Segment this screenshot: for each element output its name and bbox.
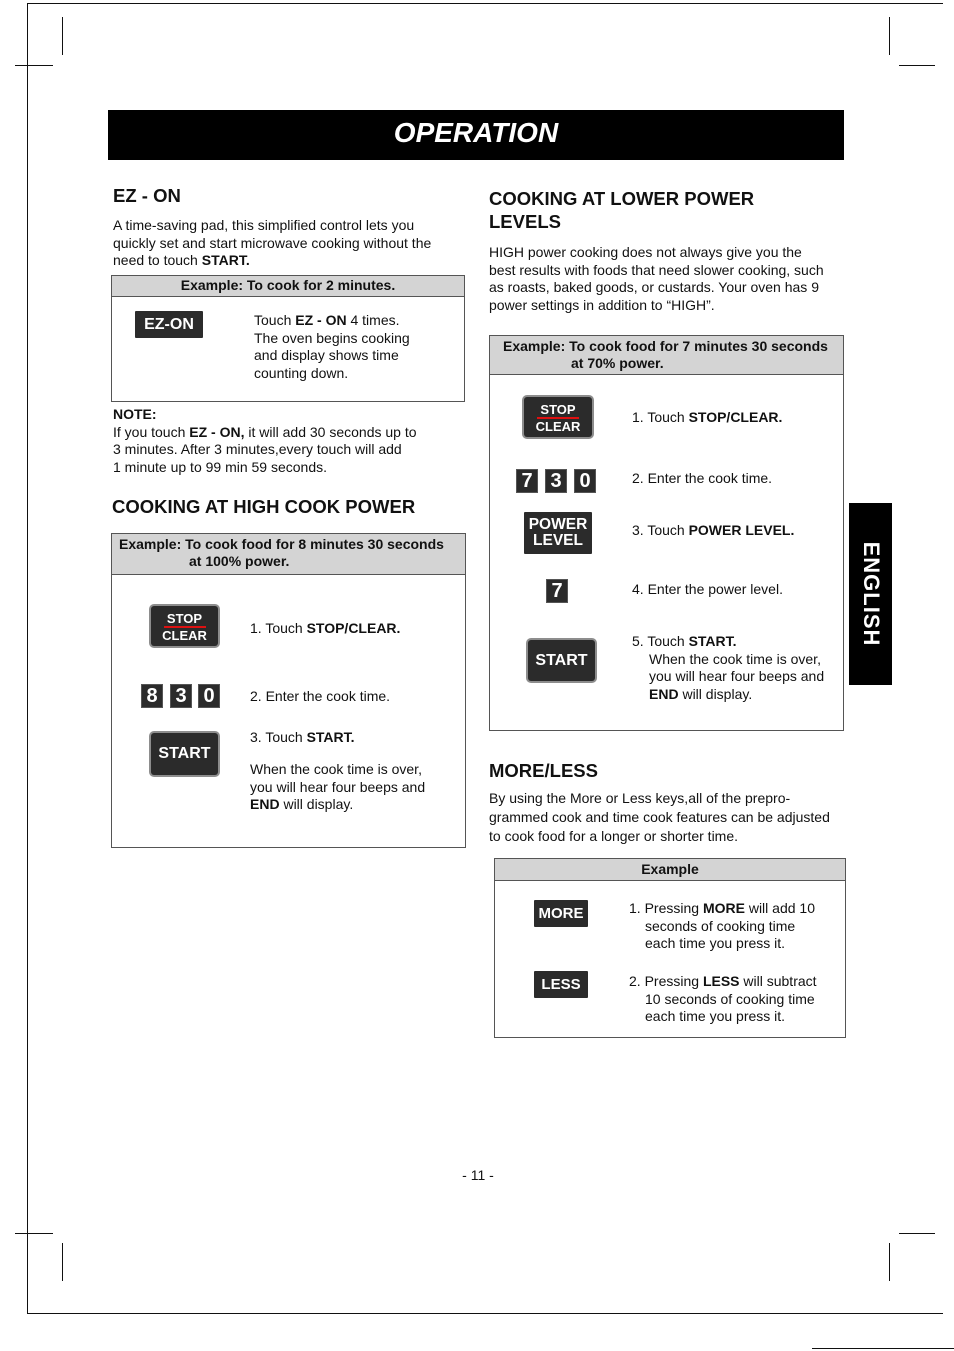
language-tab-label: ENGLISH (858, 541, 884, 647)
more-less-heading: MORE/LESS (489, 760, 598, 781)
digit-3-key[interactable]: 3 (545, 469, 567, 493)
high-power-step-2: 2. Enter the cook time. (250, 688, 391, 704)
power-level-key[interactable]: POWER LEVEL (524, 512, 592, 554)
ez-on-heading: EZ - ON (113, 185, 181, 206)
start-key[interactable]: START (528, 640, 595, 681)
high-power-heading: COOKING AT HIGH COOK POWER (112, 496, 416, 517)
lower-power-step-3: 3. Touch POWER LEVEL. (632, 522, 795, 538)
crop-mark (27, 1313, 943, 1314)
crop-mark (899, 65, 935, 66)
high-power-step-1: 1. Touch STOP/CLEAR. (250, 620, 401, 636)
page-title: OPERATION (108, 110, 844, 160)
ez-on-key[interactable]: EZ-ON (135, 311, 203, 338)
ez-on-example-title: Example: To cook for 2 minutes. (112, 276, 464, 297)
more-less-example-title: Example (495, 859, 845, 881)
less-key[interactable]: LESS (534, 971, 588, 998)
lower-power-step-5: 5. Touch START. When the cook time is over, you will hear four beeps and END will display. (632, 633, 825, 702)
crop-mark (899, 1233, 935, 1234)
digit-7-key[interactable]: 7 (546, 579, 568, 603)
crop-mark (62, 17, 63, 55)
lower-power-intro: HIGH power cooking does not always give you the best results with foods that need slower cooking, such as roasts, baked goods, or custards. Your oven has 9 power settings in addition to “HIGH”. (489, 244, 824, 313)
language-tab (849, 503, 892, 685)
more-key[interactable]: MORE (534, 900, 588, 927)
lower-power-step-2: 2. Enter the cook time. (632, 470, 773, 486)
crop-mark (889, 17, 890, 55)
less-step: 2. Pressing LESS will subtract 10 seconds of cooking time each time you press it. (629, 973, 817, 1024)
stop-clear-key[interactable]: STOP CLEAR (151, 606, 218, 646)
page-number: - 11 - (462, 1167, 494, 1183)
lower-power-example-title: Example: To cook food for 7 minutes 30 seconds at 70% power. (490, 336, 843, 375)
crop-mark (27, 3, 943, 4)
high-power-after: When the cook time is over, you will hear four beeps and END will display. (250, 761, 426, 812)
crop-mark (15, 65, 53, 66)
high-power-example-title: Example: To cook food for 8 minutes 30 seconds at 100% power. (112, 534, 465, 575)
lower-power-step-4: 4. Enter the power level. (632, 581, 783, 597)
more-step: 1. Pressing MORE will add 10 seconds of cooking time each time you press it. (629, 900, 815, 951)
start-key[interactable]: START (151, 733, 218, 775)
more-less-intro: By using the More or Less keys,all of the prepro- grammed cook and time cook features can be adjusted to cook food for a longer or shorter time. (489, 790, 830, 844)
crop-mark (62, 1243, 63, 1281)
digit-3-key[interactable]: 3 (170, 684, 192, 708)
digit-8-key[interactable]: 8 (141, 684, 163, 708)
ez-on-intro: A time-saving pad, this simplified control lets you quickly set and start microwave cooking without the need to touch START. (113, 217, 432, 268)
crop-mark (15, 1233, 53, 1234)
lower-power-heading: COOKING AT LOWER POWER LEVELS (489, 188, 755, 232)
crop-mark (812, 1348, 954, 1349)
crop-mark (889, 1243, 890, 1281)
stop-clear-key[interactable]: STOP CLEAR (524, 397, 592, 437)
digit-0-key[interactable]: 0 (198, 684, 220, 708)
ez-on-step: Touch EZ - ON 4 times. The oven begins cooking and display shows time counting down. (254, 312, 410, 381)
crop-mark (27, 3, 28, 1314)
high-power-step-3: 3. Touch START. (250, 729, 355, 745)
lower-power-step-1: 1. Touch STOP/CLEAR. (632, 409, 783, 425)
digit-7-key[interactable]: 7 (516, 469, 538, 493)
digit-0-key[interactable]: 0 (574, 469, 596, 493)
ez-on-note: NOTE: If you touch EZ - ON, it will add 30 seconds up to 3 minutes. After 3 minutes,every touch will add 1 minute up to 99 min 59 seconds. (113, 406, 417, 475)
